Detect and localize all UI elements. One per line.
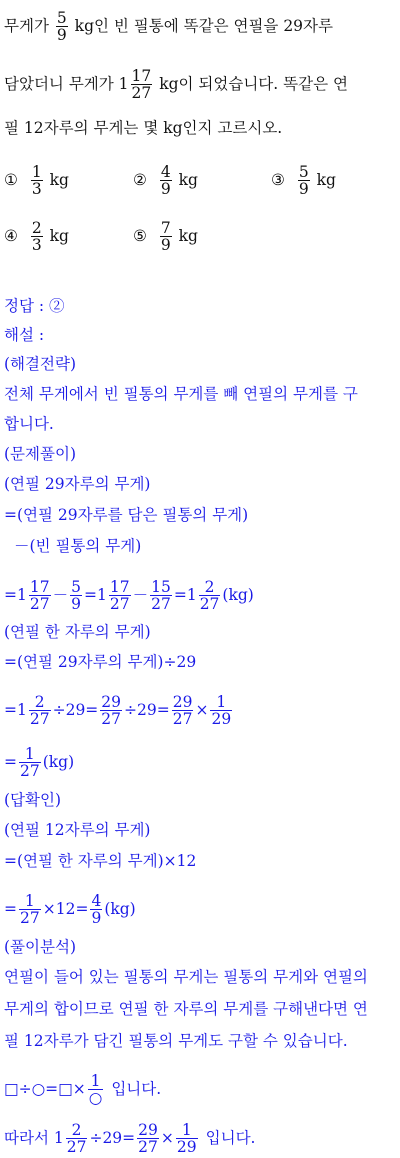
solve-line: (연필 한 자루의 무게) [4,623,151,641]
solve-line: =(연필 29자루의 무게)÷29 [4,653,197,671]
solve-line: =(연필 29자루를 담은 필통의 무게) [4,506,249,524]
question-text: 필 12자루의 무게는 몇 kg인지 고르시오. [4,119,283,137]
equation-line: □÷○=□× $\frac{1}{○}$ 입니다. [4,1072,162,1108]
strategy-text: 전체 무게에서 빈 필통의 무게를 빼 연필의 무게를 구 [4,385,358,403]
equation-line: = $\frac{1}{27}$ (kg) [4,745,75,781]
strategy-text: 합니다. [4,415,54,433]
equation-line: = $\frac{1}{27}$ ×12= $\frac{4}{9}$ (kg) [4,892,136,928]
analysis-text: 무게의 합이므로 연필 한 자루의 무게를 구해낸다면 연 [4,1000,368,1018]
answer-line: 정답 : ② [4,297,65,315]
choice-5[interactable]: ⑤ $\frac{7}{9}$ kg [133,219,198,255]
fraction: $\frac{17}{27}$ [131,67,152,103]
explanation-label: 해설 : [4,326,45,344]
question-line-3 [4,118,282,138]
question-text: kg인 빈 필통에 똑같은 연필을 29자루 [74,16,333,35]
choice-1[interactable]: ① $\frac{1}{3}$ kg [4,163,69,199]
analysis-text: 연필이 들어 있는 필통의 무게는 필통의 무게와 연필의 [4,968,368,986]
check-line: =(연필 한 자루의 무게)×12 [4,852,197,870]
solve-heading: (문제풀이) [4,445,76,463]
fraction: $\frac{5}{9}$ [56,9,67,45]
equation-line: =1 $\frac{17}{27}$ － $\frac{5}{9}$ =1 $\frac{17}{27}$ － $\frac{15}{27}$ =1 $\frac{2}{27}$ (kg) [4,578,254,614]
equation-line: =1 $\frac{2}{27}$ ÷29= $\frac{29}{27}$ ÷29= $\frac{29}{27}$ × $\frac{1}{29}$ [4,693,232,729]
strategy-heading: (해결전략) [4,355,76,373]
choice-2[interactable]: ② $\frac{4}{9}$ kg [133,163,198,199]
solve-line: －(빈 필통의 무게) [14,537,142,555]
question-text: kg이 되었습니다. 똑같은 연 [159,74,348,93]
equation-line: 따라서 1 $\frac{2}{27}$ ÷29= $\frac{29}{27}$ × $\frac{1}{29}$ 입니다. [4,1121,256,1157]
choice-3[interactable]: ③ $\frac{5}{9}$ kg [271,163,336,199]
question-line-1 [4,10,333,44]
question-text: 무게가 [4,16,49,35]
check-line: (연필 12자루의 무게) [4,821,151,839]
choice-4[interactable]: ④ $\frac{2}{3}$ kg [4,219,69,255]
question-text: 담았더니 무게가 1 [4,74,129,93]
analysis-heading: (풀이분석) [4,938,76,956]
solve-line: (연필 29자루의 무게) [4,475,151,493]
question-line-2 [4,68,348,102]
analysis-text: 필 12자루가 담긴 필통의 무게도 구할 수 있습니다. [4,1032,348,1050]
check-heading: (답확인) [4,791,62,809]
